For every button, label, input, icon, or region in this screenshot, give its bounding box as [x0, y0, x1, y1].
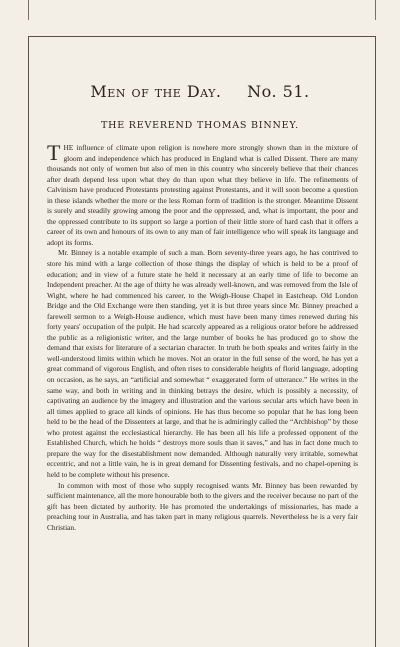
article-title: THE REVEREND THOMAS BINNEY. [101, 120, 299, 131]
paragraph-1-text: HE influence of climate upon religion is nowhere more strongly shown than in the mixture of gloom and independence which has produced in England what is called Dissent. There are many thousands not only of women but also of men in this country who sincerely believe that their chances after death depend less upon what they do than upon what they believe in life. The refinements of Calvinism have produced Protestants protesting against Protestants, and it will soon become a question in these islands whether the more or the less Roman form of tradition is the stronger. Meantime Dissent is surely and steadily growing among the poor and the oppressed, and, what is important, the poor and the oppressed contribute to its support so large a portion of their little store of hard cash that it offers a career of its own and honours of its own to any man of fair intelligence who will speak its language and adopt its forms. [47, 143, 358, 247]
top-left-crop-mark [28, 0, 29, 20]
paragraph-1 [47, 140, 358, 248]
series-title: Men of the Day. [90, 82, 222, 101]
drop-cap: T [47, 140, 61, 165]
paragraph-2: Mr. Binney is a notable example of such a man. Born seventy-three years ago, he has contrived to store his mind with a large collection of those things the display of which is held to be a proof of education; and in view of a future state he held it necessary at an early time of life to become an Independent preacher. At the age of thirty he was already well-known, and was removed from the Isle of Wight, where he had commenced his career, to the Weigh-House Chapel in Eastcheap. Old London Bridge and the Old Exchange were then standing, yet it is but three years since Mr. Binney preached a farewell sermon to a Weigh-House audience, which must have been many times renewed during his forty years' occupation of the pulpit. He had scarcely appeared as a religious orator before he addressed the public as a religionistic writer, and the large number of books he has produced go to show the demand that exists for literature of a sectarian character. In truth he both speaks and writes fairly in the well-understood limits within which he moves. Not an orator in the full sense of the word, he has yet a great command of vigorous English, and often rises to considerable heights of florid language, adopting on occasion, as he says, an “artificial and somewhat “ exaggerated form of utterance.” He writes in the same way, and both in writing and in thinking betrays the desire, which is possibly a necessity, of captivating an audience by the imagery and illustration and the various secular arts which have been in all times applied to grace all kinds of opinions. He has thus become so popular that he has long been held to be the head of the Dissenters at large, and that he is admiringly called the “Archbishop” by those who protest against the ecclesiastical hierarchy. He has been all his life a professed opponent of the Established Church, which he holds “ destroys more souls than it saves,” and has in fact done much to prepare the way for the disestablishment now demanded. Although naturally very irritable, somewhat eccentric, and not a little vain, he is in great demand for Dissenting festivals, and no chapel-opening is held to be complete without his presence. [47, 248, 358, 479]
article-body [47, 140, 358, 533]
frame-top-rule [28, 36, 376, 37]
series-number: No. 51. [247, 82, 310, 101]
paragraph-3: In common with most of those who supply recognised wants Mr. Binney has been rewarded by sufficient maintenance, all the more honourable both to the givers and the receiver because no part of the gift has been dictated by authority. He has promoted the undertakings of missionaries, has made a preaching tour in Australia, and has taken part in many religious quarrels. Nevertheless he is a very fair Christian. [47, 480, 358, 532]
page-header [0, 82, 400, 101]
top-right-crop-mark [375, 0, 376, 20]
